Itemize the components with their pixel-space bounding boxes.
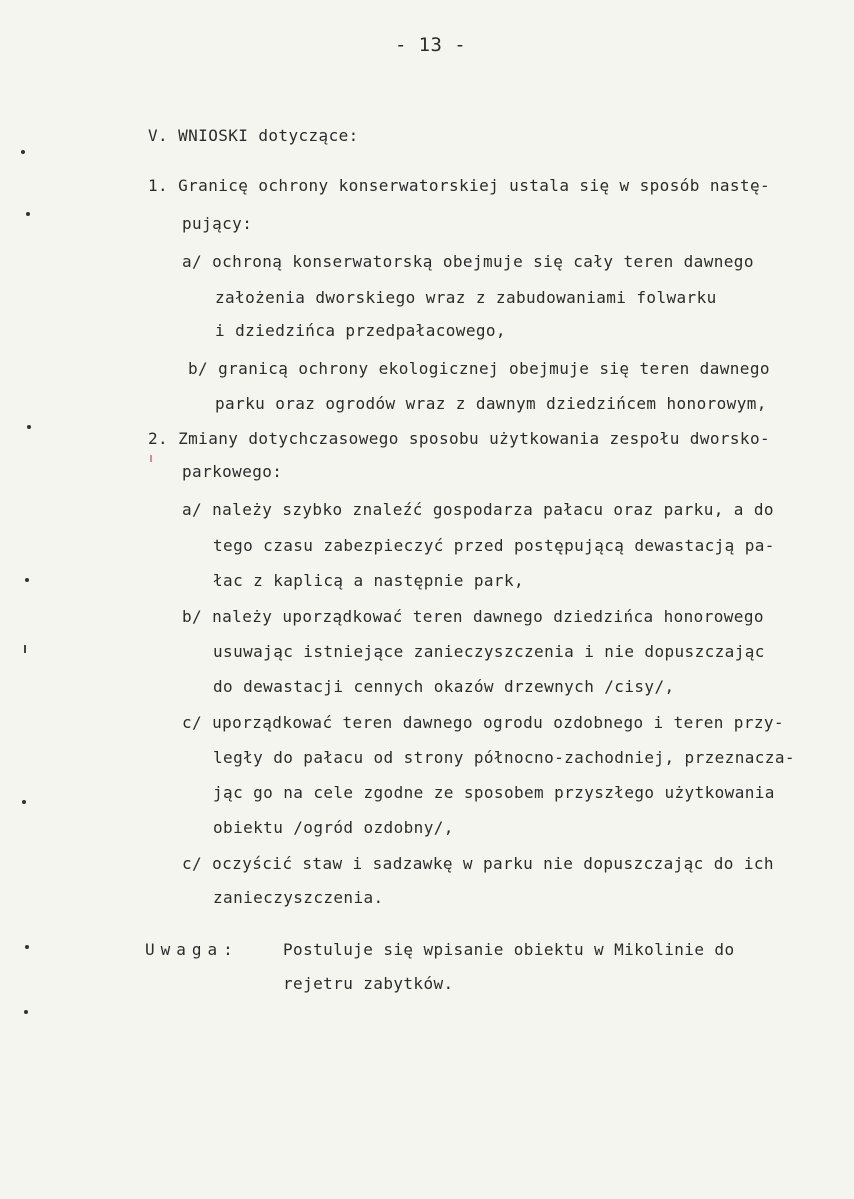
text-line: parkowego:: [182, 462, 283, 481]
section-heading: V. WNIOSKI dotyczące:: [148, 126, 359, 145]
text-line: c/ oczyścić staw i sadzawkę w parku nie dopuszczając do ich: [182, 854, 774, 873]
margin-speck: [24, 645, 26, 653]
margin-speck: [26, 212, 30, 216]
margin-speck: [25, 945, 29, 949]
text-line: 1. Granicę ochrony konserwatorskiej ustala się w sposób nastę-: [148, 176, 771, 195]
margin-speck: [27, 425, 31, 429]
text-line: obiektu /ogród ozdobny/,: [213, 818, 454, 837]
text-line: tego czasu zabezpieczyć przed postępującą dewastacją pa-: [213, 536, 775, 555]
text-line: 2. Zmiany dotychczasowego sposobu użytkowania zespołu dworsko-: [148, 429, 771, 448]
text-line: jąc go na cele zgodne ze sposobem przyszłego użytkowania: [213, 783, 775, 802]
text-line: założenia dworskiego wraz z zabudowaniami folwarku: [215, 288, 717, 307]
text-line: legły do pałacu od strony północno-zachodniej, przeznacza-: [213, 748, 795, 767]
text-line: zanieczyszczenia.: [213, 888, 384, 907]
text-line: b/ granicą ochrony ekologicznej obejmuje się teren dawnego: [188, 359, 770, 378]
margin-speck: [150, 455, 152, 462]
page-number: - 13 -: [395, 34, 467, 56]
margin-speck: [22, 800, 26, 804]
margin-speck: [24, 1010, 28, 1014]
text-line: b/ należy uporządkować teren dawnego dziedzińca honorowego: [182, 607, 764, 626]
margin-speck: [25, 578, 29, 582]
text-line: parku oraz ogrodów wraz z dawnym dziedzińcem honorowym,: [215, 394, 767, 413]
text-line: do dewastacji cennych okazów drzewnych /cisy/,: [213, 677, 675, 696]
text-line: pujący:: [182, 214, 253, 233]
note-label: Uwaga:: [145, 940, 239, 959]
text-line: c/ uporządkować teren dawnego ogrodu ozdobnego i teren przy-: [182, 713, 784, 732]
note-text-line: Postuluje się wpisanie obiektu w Mikolinie do: [283, 940, 735, 959]
text-line: i dziedzińca przedpałacowego,: [215, 321, 506, 340]
text-line: łac z kaplicą a następnie park,: [213, 571, 525, 590]
margin-speck: [21, 150, 25, 154]
text-line: a/ należy szybko znaleźć gospodarza pałacu oraz parku, a do: [182, 500, 774, 519]
note-text-line: rejetru zabytków.: [283, 974, 454, 993]
text-line: usuwając istniejące zanieczyszczenia i nie dopuszczając: [213, 642, 765, 661]
text-line: a/ ochroną konserwatorską obejmuje się cały teren dawnego: [182, 252, 754, 271]
